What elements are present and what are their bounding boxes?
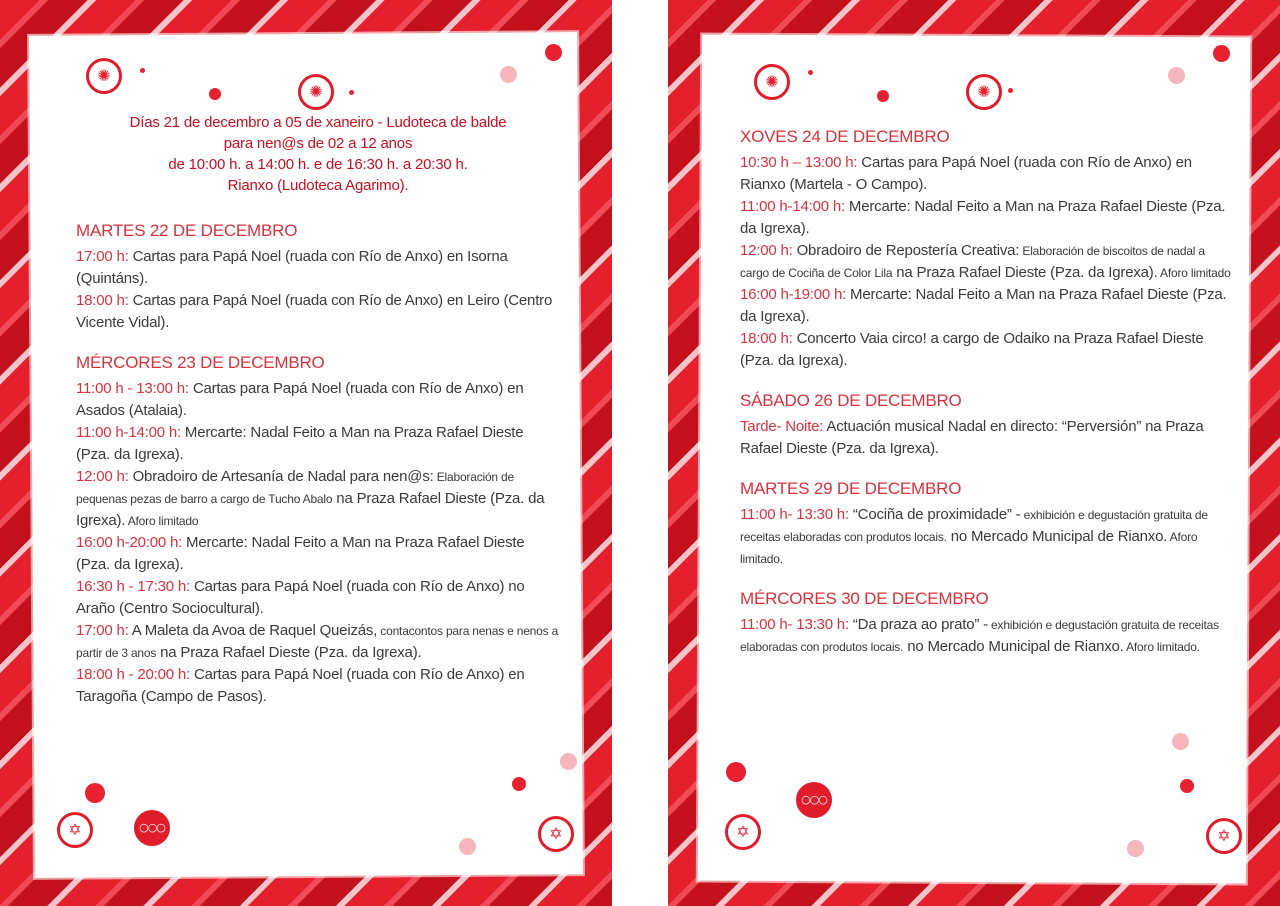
event-item xyxy=(740,416,1232,460)
day-heading: XOVES 24 DE DECEMBRO xyxy=(740,127,950,146)
event-note: Elaboración de pequenas pezas de barro a cargo de Tucho Abalo xyxy=(76,470,514,506)
event-tail: no Mercado Municipal de Rianxo. xyxy=(946,528,1168,545)
decor-dot xyxy=(85,783,105,803)
event-text: Cartas para Papá Noel (ruada con Río de Anxo) en Leiro (Centro Vicente Vidal). xyxy=(76,292,553,331)
decor-dot xyxy=(1008,88,1013,93)
event-item xyxy=(76,422,560,466)
event-tail: na Praza Rafael Dieste (Pza. da Igrexa). xyxy=(76,490,545,529)
event-item xyxy=(740,284,1232,328)
star-ornament-icon: ✡ xyxy=(538,816,574,852)
event-item xyxy=(740,152,1232,196)
snowflake-ornament-icon: ✺ xyxy=(298,74,334,110)
event-time: 11:00 h - 13:00 h: xyxy=(76,380,189,397)
day-heading: MARTES 22 DE DECEMBRO xyxy=(76,221,298,240)
day-heading: MARTES 29 DE DECEMBRO xyxy=(740,479,962,498)
event-time: 12:00 h: xyxy=(740,242,793,259)
snowflake-ornament-icon: ✺ xyxy=(86,58,122,94)
event-time: 18:00 h: xyxy=(76,292,129,309)
snowflake-ornament-icon: ✺ xyxy=(966,74,1002,110)
event-tail: na Praza Rafael Dieste (Pza. da Igrexa). xyxy=(156,644,422,661)
decor-dot xyxy=(1213,45,1230,62)
event-text: Actuación musical Nadal en directo: “Perversión” na Praza Rafael Dieste (Pza. da Igrexa). xyxy=(740,418,1204,457)
decor-dot xyxy=(877,90,889,102)
event-text: Obradoiro de Artesanía de Nadal para nen@s: xyxy=(128,468,434,485)
day-heading: SÁBADO 26 DE DECEMBRO xyxy=(740,391,962,410)
event-item xyxy=(76,532,560,576)
event-text: Cartas para Papá Noel (ruada con Río de Anxo) no Araño (Centro Sociocultural). xyxy=(76,578,525,617)
day-heading: MÉRCORES 23 DE DECEMBRO xyxy=(76,353,325,372)
event-item xyxy=(740,196,1232,240)
event-note: exhibición e degustación gratuita de receitas elaboradas con produtos locais. xyxy=(740,618,1219,654)
left-content xyxy=(76,112,560,708)
event-time: 11:00 h- 13:30 h: xyxy=(740,616,849,633)
event-item xyxy=(76,576,560,620)
intro-block xyxy=(76,112,560,196)
right-page xyxy=(668,0,1280,906)
event-note: Aforo limitado xyxy=(1157,266,1231,280)
event-text: Concerto Vaia circo! a cargo de Odaiko na Praza Rafael Dieste (Pza. da Igrexa). xyxy=(740,330,1204,369)
event-text: “Cociña de proximidade” - xyxy=(848,506,1021,523)
event-time: 16:00 h-20:00 h: xyxy=(76,534,183,551)
event-text: Obradoiro de Repostería Creativa: xyxy=(792,242,1020,259)
event-time: 16:00 h-19:00 h: xyxy=(740,286,847,303)
star-ornament-icon: ✡ xyxy=(1206,818,1242,854)
right-content xyxy=(740,124,1232,658)
event-note: Aforo limitado xyxy=(125,514,199,528)
event-item xyxy=(76,378,560,422)
event-time: 11:00 h-14:00 h: xyxy=(740,198,845,215)
event-time: 11:00 h- 13:30 h: xyxy=(740,506,849,523)
decor-dot xyxy=(1127,840,1144,857)
intro-line: para nen@s de 02 a 12 anos xyxy=(223,135,413,152)
decor-dot xyxy=(560,753,577,770)
event-time: 18:00 h - 20:00 h: xyxy=(76,666,190,683)
event-time: 10:30 h – 13:00 h: xyxy=(740,154,858,171)
event-text: Mercarte: Nadal Feito a Man na Praza Rafael Dieste (Pza. da Igrexa). xyxy=(740,286,1227,325)
event-text: Mercarte: Nadal Feito a Man na Praza Rafael Dieste (Pza. da Igrexa). xyxy=(76,424,524,463)
intro-line: Días 21 de decembro a 05 de xaneiro - Ludoteca de balde xyxy=(129,114,507,131)
event-text: “Da praza ao prato” - xyxy=(848,616,988,633)
event-time: 11:00 h-14:00 h: xyxy=(76,424,181,441)
decor-dot xyxy=(349,90,354,95)
event-item xyxy=(76,466,560,532)
event-note: Aforo limitado. xyxy=(740,530,1198,566)
ornament-icon: ○○○ xyxy=(134,810,170,846)
event-note: Aforo limitado. xyxy=(1123,640,1200,654)
decor-dot xyxy=(209,88,221,100)
decor-dot xyxy=(1168,67,1185,84)
event-time: Tarde- Noite: xyxy=(740,418,824,435)
event-item xyxy=(740,614,1232,658)
event-time: 18:00 h: xyxy=(740,330,793,347)
event-time: 16:30 h - 17:30 h: xyxy=(76,578,190,595)
decor-dot xyxy=(140,68,145,73)
event-time: 12:00 h: xyxy=(76,468,129,485)
star-ornament-icon: ✡ xyxy=(725,814,761,850)
event-tail: no Mercado Municipal de Rianxo. xyxy=(903,638,1124,655)
event-item xyxy=(76,290,560,334)
star-ornament-icon: ✡ xyxy=(57,812,93,848)
left-page xyxy=(0,0,612,906)
ornament-icon: ○○○ xyxy=(796,782,832,818)
event-item xyxy=(76,246,560,290)
event-note: exhibición e degustación gratuita de receitas elaboradas con produtos locais. xyxy=(740,508,1208,544)
event-text: Cartas para Papá Noel (ruada con Río de Anxo) en Taragoña (Campo de Pasos). xyxy=(76,666,525,705)
decor-dot xyxy=(1180,779,1194,793)
event-text: Mercarte: Nadal Feito a Man na Praza Rafael Dieste (Pza. da Igrexa). xyxy=(740,198,1226,237)
event-note: contacontos para nenas e nenos a partir de 3 anos xyxy=(76,624,559,660)
event-text: Cartas para Papá Noel (ruada con Río de Anxo) en Asados (Atalaia). xyxy=(76,380,524,419)
event-item xyxy=(740,504,1232,570)
event-note: Elaboración de biscoitos de nadal a cargo de Cociña de Color Lila xyxy=(740,244,1205,280)
decor-dot xyxy=(726,762,746,782)
event-item xyxy=(740,240,1232,284)
event-time: 17:00 h: xyxy=(76,248,129,265)
snowflake-ornament-icon: ✺ xyxy=(754,64,790,100)
event-item xyxy=(76,664,560,708)
decor-dot xyxy=(512,777,526,791)
decor-dot xyxy=(459,838,476,855)
event-time: 17:00 h: xyxy=(76,622,129,639)
intro-line: Rianxo (Ludoteca Agarimo). xyxy=(227,177,409,194)
decor-dot xyxy=(808,70,813,75)
event-text: A Maleta da Avoa de Raquel Queizás, xyxy=(128,622,378,639)
event-text: Cartas para Papá Noel (ruada con Río de Anxo) en Isorna (Quintáns). xyxy=(76,248,508,287)
day-heading: MÉRCORES 30 DE DECEMBRO xyxy=(740,589,989,608)
event-text: Mercarte: Nadal Feito a Man na Praza Rafael Dieste (Pza. da Igrexa). xyxy=(76,534,525,573)
decor-dot xyxy=(500,66,517,83)
event-tail: na Praza Rafael Dieste (Pza. da Igrexa). xyxy=(892,264,1158,281)
event-text: Cartas para Papá Noel (ruada con Río de Anxo) en Rianxo (Martela - O Campo). xyxy=(740,154,1192,193)
event-item xyxy=(76,620,560,664)
intro-line: de 10:00 h. a 14:00 h. e de 16:30 h. a 20:30 h. xyxy=(168,156,468,173)
event-item xyxy=(740,328,1232,372)
decor-dot xyxy=(545,44,562,61)
decor-dot xyxy=(1172,733,1189,750)
